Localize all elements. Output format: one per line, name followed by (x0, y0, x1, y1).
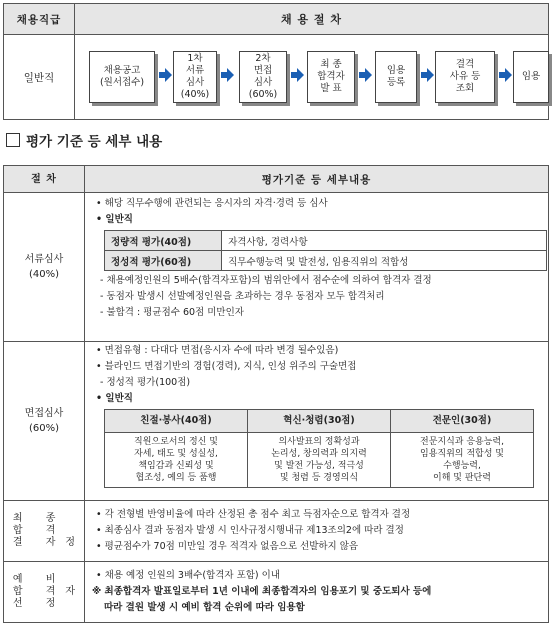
checkbox-square-icon (6, 133, 20, 147)
section-title: 평가 기준 등 세부 내용 (6, 130, 162, 150)
reserve-pass-row: 예 합 선 비 격 정 자 • 채용 예정 인원의 3배수(합격자 포함) 이내 ※ 최종합격자 발표일로부터 1년 이내에 최종합격자의 임용포기 및 중도퇴사 등에 따라 결원 발생 시 예비 합격 순위에 따라 임용함 (4, 562, 549, 623)
interview-screening-row: 면접심사 (60%) • 면접유형 : 다대다 면접(응시자 수에 따라 변경 될수있음) • 블라인드 면접기반의 경험(경력), 지식, 인성 위주의 구술면접 - 정성적 평가(100점) • 일반직 친절·봉사(40점) 혁신·청렴(30점) 전문인(30점) 직원으로서의 정신 및 자세, 태도 및 성실성, 책임감과 신뢰성 및 협조성, 예의 등 품행 의사발표의 정확성과 논리성, 창의력과 의지력 및 발전 가능성, 적극성 및 청렴 등 경영의식 전문지식과 응용능력, 임용직위의 적합성 및 수행능력, 이해 및 판단력 (4, 342, 549, 501)
header-label: 채용직급 (4, 4, 75, 35)
document-screening-row: 서류심사 (40%) • 해당 직무수행에 관련되는 응시자의 자격·경력 등 심사 • 일반직 정량적 평가(40점) 자격사항, 경력사항 정성적 평가(60점) 직무수행능력 및 발전성, 임용직위의 적합성 - 채용예정인원의 5배수(합격자포함)의 범위안에서 점수순에 의하여 합격자 결정 - 동점자 발생시 선발예정인원을 초과하는 경우 동점자 모두 합격처리 - 불합격 : 평균점수 60점 미만인자 (4, 193, 549, 342)
arrow-right-icon (499, 68, 511, 82)
step-appointment: 임용 (513, 51, 549, 103)
final-decision-row: 최 합 결 종 격 자 정 • 각 전형별 반영비율에 따라 산정된 총 점수 최고 득점자순으로 합격자 결정 • 최종심사 결과 동점자 발생 시 인사규정시행내규 제13조의2에 따라 결정 • 평균점수가 70점 미만일 경우 적격자 없음으로 선발하지 않음 (4, 501, 549, 562)
header-title: 채 용 절 차 (75, 4, 549, 35)
step-disqualification-check: 결격 사유 등 조회 (435, 51, 495, 103)
process-table (3, 3, 549, 120)
arrow-right-icon (421, 68, 433, 82)
step-job-posting: 채용공고 (원서접수) (89, 51, 155, 103)
step-appointment-registration: 임용 등록 (375, 51, 417, 103)
arrow-right-icon (291, 68, 303, 82)
criteria-table (3, 165, 549, 623)
interview-score-table: 친절·봉사(40점) 혁신·청렴(30점) 전문인(30점) 직원으로서의 정신 및 자세, 태도 및 성실성, 책임감과 신뢰성 및 협조성, 예의 등 품행 의사발표의 정확성과 논리성, 창의력과 의지력 및 발전 가능성, 적극성 및 청렴 등 경영의식 전문지식과 응용능력, 임용직위의 적합성 및 수행능력, 이해 및 판단력 (104, 409, 534, 488)
col1-header: 절 차 (4, 166, 85, 193)
step-document-screening: 1차 서류 심사 (40%) (173, 51, 217, 103)
col2-header: 평가기준 등 세부내용 (85, 166, 549, 193)
step-final-announcement: 최 종 합격자 발 표 (307, 51, 355, 103)
step-interview-screening: 2차 면접 심사 (60%) (239, 51, 287, 103)
document-score-table: 정량적 평가(40점) 자격사항, 경력사항 정성적 평가(60점) 직무수행능력 및 발전성, 임용직위의 적합성 (104, 230, 547, 271)
arrow-right-icon (359, 68, 371, 82)
process-flow (75, 35, 548, 119)
arrow-right-icon (159, 68, 171, 82)
row-label: 일반직 (4, 35, 75, 120)
arrow-right-icon (221, 68, 233, 82)
